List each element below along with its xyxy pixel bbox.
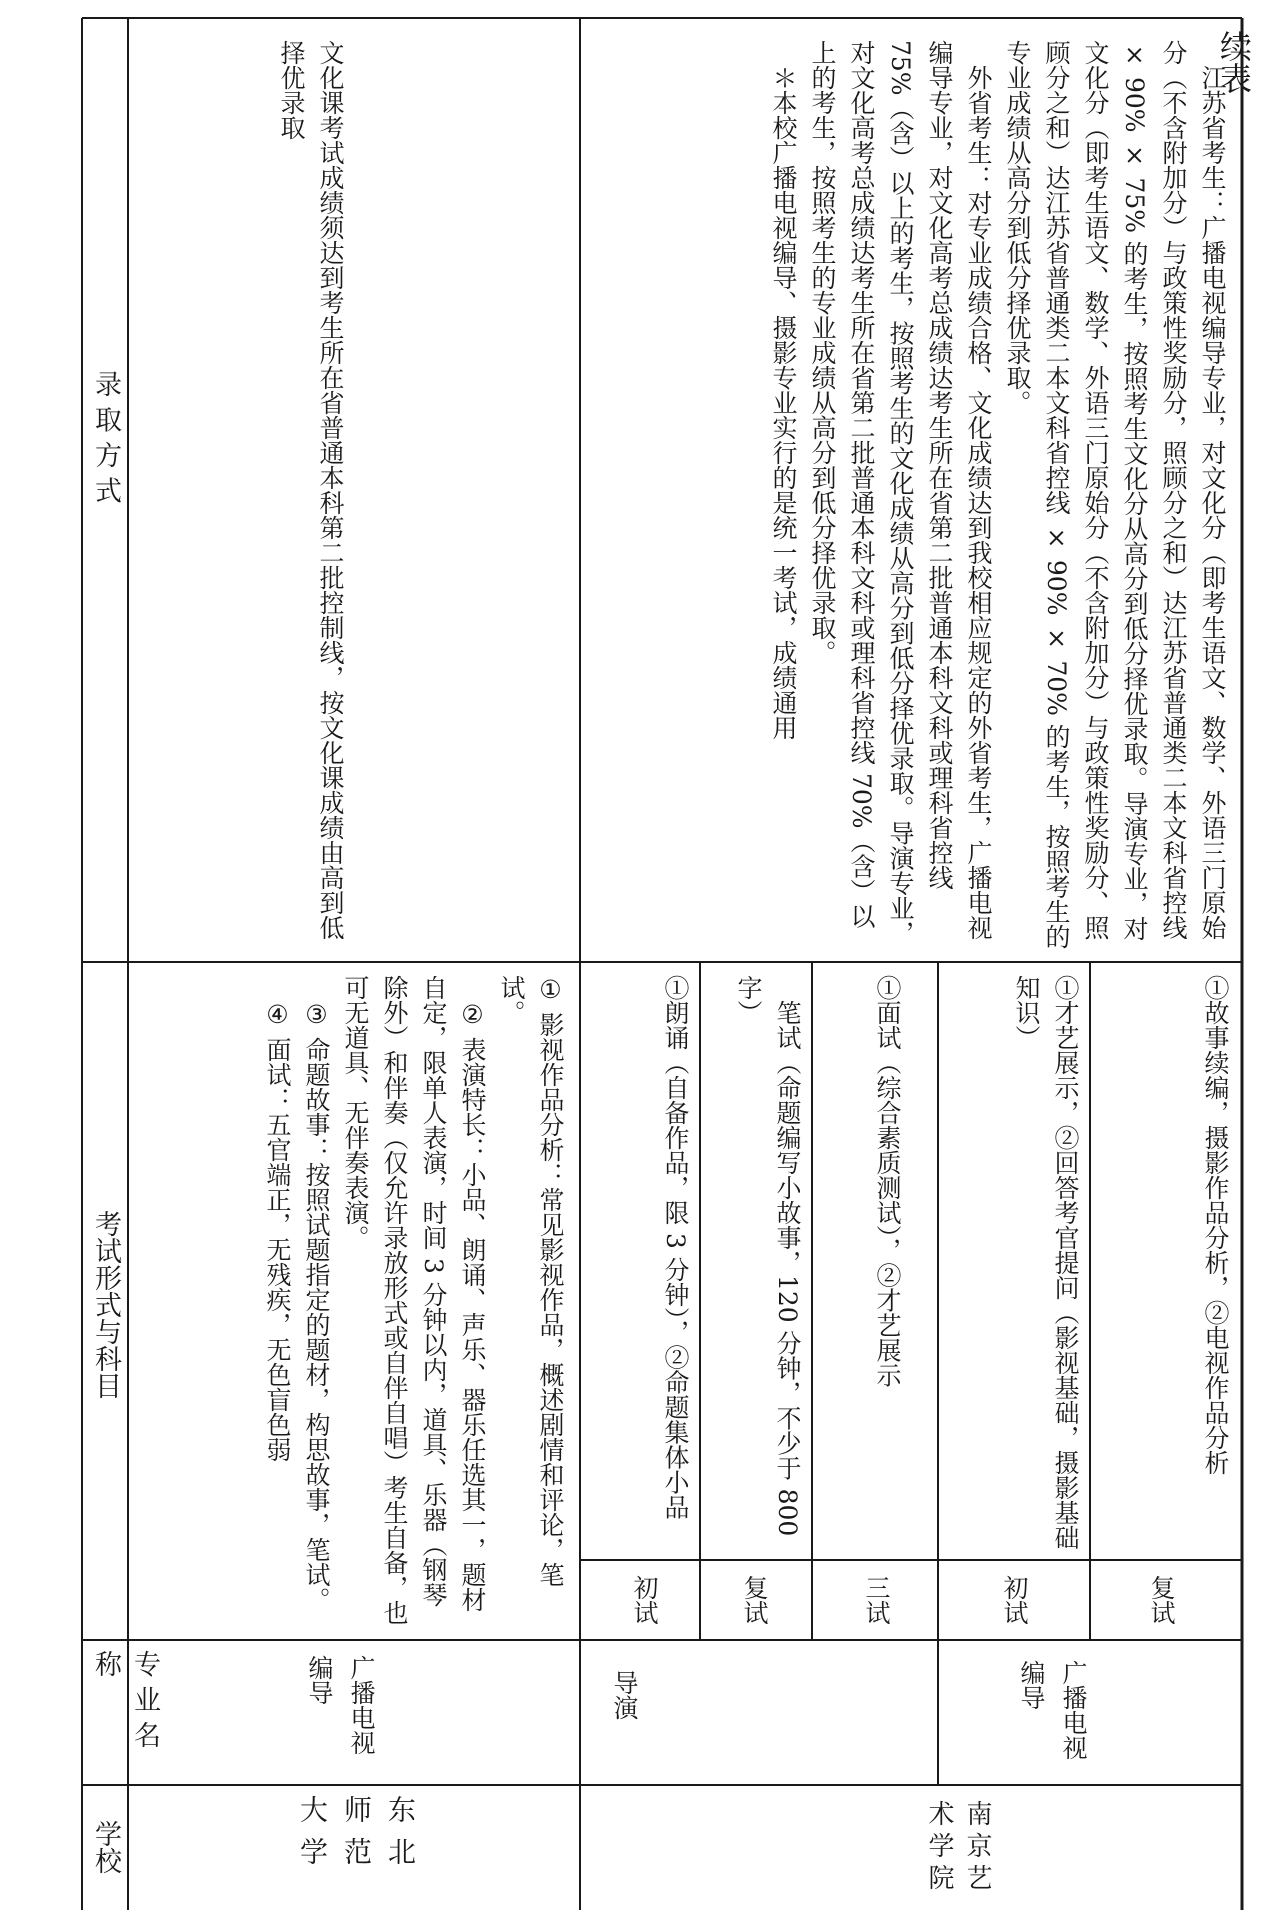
exam-item: ④ 面试：五官端正，无残疾，无色盲色弱 [263,1000,292,1462]
stage-label: 复试 [1147,1575,1176,1625]
exam-item: ② 表演特长：小品、朗诵、声乐、器乐任选其一，题材自定，限单人表演，时间 3 分钟以内，道具、乐器（钢琴除外）和伴奏（仅允许录放形式或自伴自唱）考生自备，也可无道具、无伴奏表演。 [341,975,487,1625]
stage-label: 复试 [740,1575,769,1625]
stage-content: ①面试（综合素质测试），②才艺展示 [873,975,902,1388]
stage-content: ①朗诵（自备作品，限 3 分钟），②命题集体小品 [661,975,690,1520]
stage-content: ①才艺展示，②回答考官提问（影视基础，摄影基础知识） [1012,975,1080,1550]
admission-paragraph: 外省考生：对专业成绩合格、文化成绩达到我校相应规定的外省考生，广播电视编导专业，对文化高考总成绩达考生所在省第二批普通本科文科或理科省控线 75%（含）以上的考生，按照考生的文化成绩从高分到低分择优录取。导演专业，对文化高考总成绩达考生所在省第二批普通本科文科或理科省控线 70%（含）以上的考生，按照考生的专业成绩从高分到低分择优录取。 [808,40,993,946]
stage-content: 笔试（命题编写小故事，120 分钟，不少于 800 字） [734,975,802,1537]
exam-content [160,975,570,1625]
header-major: 专 业 名 称 [90,1650,160,1749]
header-school: 学校 [90,1820,121,1874]
major-name: 广播电视编导 [305,1655,376,1755]
stage-label: 三试 [862,1575,891,1625]
admission-paragraph: 江苏省考生：广播电视编导专业，对文化分（即考生语文、数学、外语三门原始分（不含附加分）与政策性奖励分，照顾分之和）达江苏省普通类二本文科省控线 × 90% × 75% 的考生，按照考生文化分从高分到低分择优录取。导演专业，对文化分（即考生语文、数学、外语三门原始分（不含附加分）与政策性奖励分、照顾分之和）达江苏省普通类二本文科省控线 × 90% × 70% 的考生，按照考生的专业成绩从高分到低分择优录取。 [1003,40,1227,949]
header-exam: 考试形式与科目 [90,1210,121,1399]
stage-label: 初试 [1000,1575,1029,1625]
admission-note: ＊本校广播电视编导、摄影专业实行的是统一考试，成绩通用 [769,65,798,740]
school-name: 南京艺术学院 [924,1800,992,1896]
school-name: 东北师范大学 [296,1795,417,1879]
header-admission: 录 取 方 式 [90,370,121,504]
major-name: 广播电视编导 [1017,1660,1088,1760]
admission-content: 文化课考试成绩须达到考生所在省普通本科第二批控制线，按文化课成绩由高到低择优录取 [277,40,345,940]
major-name: 导演 [610,1670,639,1720]
exam-item: ③ 命题故事：按照试题指定的题材，构思故事，笔试。 [302,1000,331,1612]
stage-content: ①故事续编，摄影作品分析，②电视作品分析 [1201,975,1230,1475]
admission-content [592,40,1232,950]
stage-label: 初试 [630,1575,659,1625]
exam-item: ① 影视作品分析：常见影视作品，概述剧情和评论，笔试。 [497,975,565,1587]
continued-label: 续表 [1215,30,1253,94]
